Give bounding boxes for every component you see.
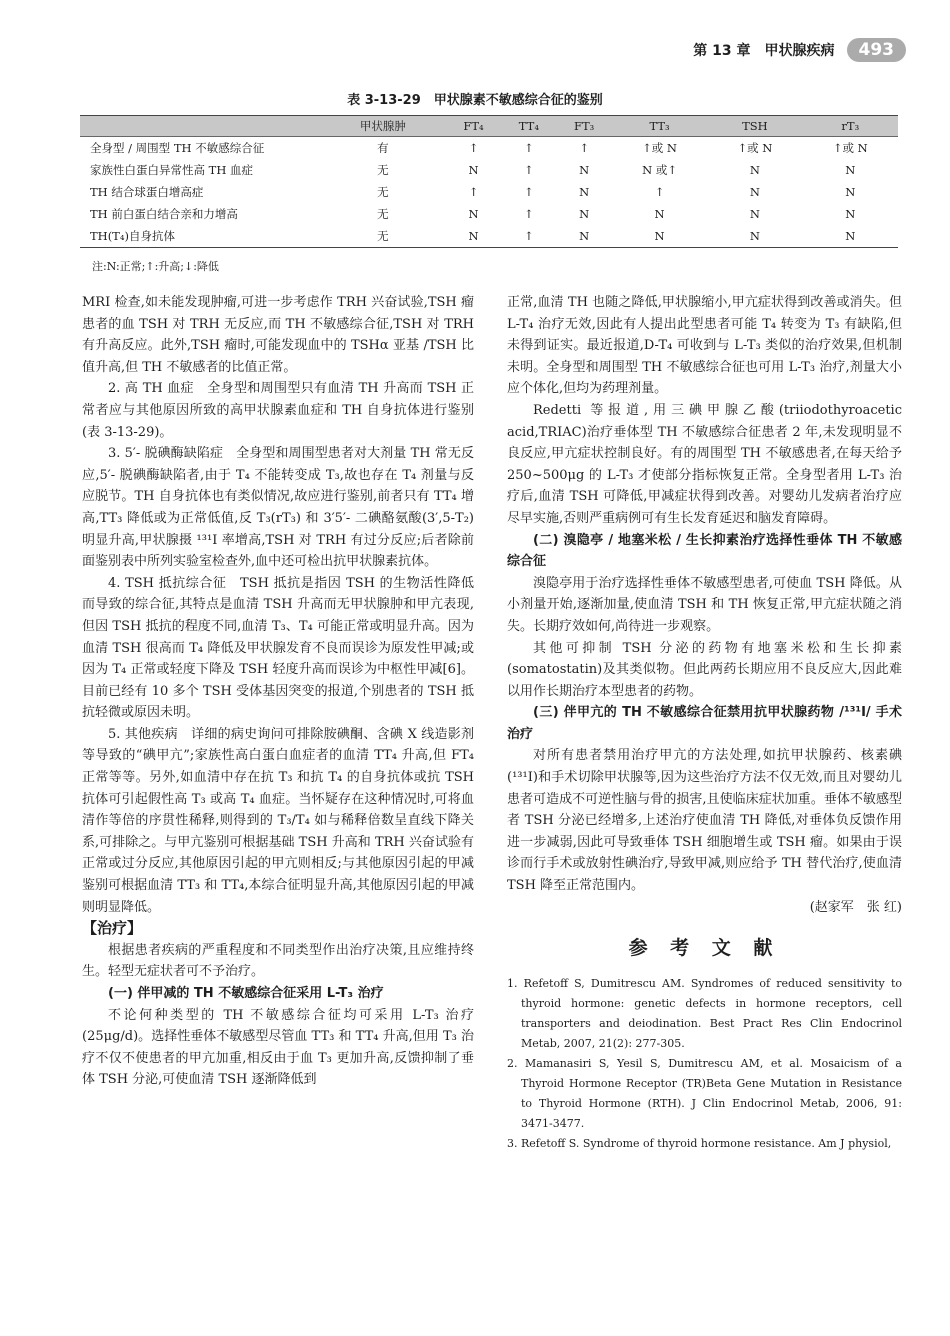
- paragraph: 根据患者疾病的严重程度和不同类型作出治疗决策,且应维持终生。轻型无症状者可不予治疗。: [82, 942, 474, 980]
- paragraph: 2. 高 TH 血症 全身型和周围型只有血清 TH 升高而 TSH 正常者应与其他原因所致的高甲状腺素血症和 TH 自身抗体进行鉴别(表 3-13-29)。: [82, 381, 474, 440]
- table-cell: N: [845, 163, 856, 177]
- paragraph: 溴隐亭用于治疗选择性垂体不敏感型患者,可使血 TSH 降低。从小剂量开始,逐渐加量,使血清 TSH 和 TH 恢复正常,甲亢症状随之消失。长期疗效如何,尚待进一步观察。: [507, 575, 902, 634]
- table-cell: N: [446, 225, 501, 248]
- paragraph: 其他可抑制 TSH 分泌的药物有地塞米松和生长抑素(somatostatin)及其类似物。但此两药长期应用不良反应大,因此难以用作长期治疗本型患者的药物。: [507, 640, 902, 699]
- table-cell: N: [468, 163, 479, 177]
- table-cell: N: [468, 207, 479, 221]
- paragraph: 对所有患者禁用治疗甲亢的方法处理,如抗甲状腺药、核素碘(¹³¹I)和手术切除甲状腺等,因为这些治疗方法不仅无效,而且对婴幼儿患者可造成不可逆性脑与骨的损害,且使临床症状加重。垂体不敏感型者 TSH 分泌已经增多,上述治疗使血清 TH 降低,对垂体负反馈作用进一步减弱,因此可导致垂体 TSH 细胞增生或 TSH 瘤。如果由于误诊而行手术或放射性碘治疗,导致甲减,则应给予 TH 替代治疗,使血清 TSH 降至正常范围内。: [507, 748, 902, 894]
- table-cell: N: [845, 185, 856, 199]
- chapter-title: 第 13 章 甲状腺疾病: [693, 43, 835, 59]
- table-cell: ↑: [524, 207, 534, 221]
- table-row: [80, 181, 898, 203]
- table-cell: ↑: [579, 141, 589, 155]
- table-header-cell: TT₃: [612, 116, 707, 137]
- references-title: 参 考 文 献: [628, 937, 781, 960]
- table-cell: ↑: [654, 185, 665, 199]
- running-header: [693, 38, 906, 62]
- left-column: [82, 292, 474, 1091]
- table-cell: N: [845, 207, 856, 221]
- table-header-cell: [80, 116, 320, 137]
- table-header-cell: FT₃: [556, 116, 611, 137]
- paragraph: 3. 5′- 脱碘酶缺陷症 全身型和周围型患者对大剂量 TH 常无反应,5′- 脱碘酶缺陷者,由于 T₄ 不能转变成 T₃,故也存在 T₄ 剂量与反应脱节。TH 自身抗体也有类似情况,故应进行鉴别,前者只有 TT₄ 增高,TT₃ 降低或为正常低值,反 T₃(rT₃) 和 3′5′- 二碘酪氨酸(3′,5-T₂)明显升高,甲状腺摄 ¹³¹I 率增高,TSH 对 TRH 有过分反应;后者除前面鉴别表中所列实验室检查外,血中还可检出抗甲状腺素抗体。: [82, 446, 474, 570]
- subsection-heading: (三) 伴甲亢的 TH 不敏感综合征禁用抗甲状腺药物 /¹³¹I/ 手术治疗: [507, 705, 902, 742]
- table-cell: 有: [377, 141, 389, 155]
- table-row: [80, 203, 898, 225]
- table-cell: N: [654, 207, 665, 221]
- subsection-heading: (一) 伴甲减的 TH 不敏感综合征采用 L-T₃ 治疗: [108, 986, 384, 1001]
- paragraph: 不论何种类型的 TH 不敏感综合征均可采用 L-T₃ 治疗(25μg/d)。选择性垂体不敏感型尽管血 TT₃ 和 TT₄ 升高,但用 T₃ 治疗不仅不使患者的甲亢加重,相反由于血 T₃ 更加升高,反馈抑制了垂体 TSH 分泌,可使血清 TSH 逐渐降低到: [82, 1007, 474, 1088]
- paragraph: MRI 检查,如未能发现肿瘤,可进一步考虑作 TRH 兴奋试验,TSH 瘤患者的血 TSH 对 TRH 无反应,而 TH 不敏感综合征,TSH 对 TRH 有升高反应。此外,TSH 瘤时,可能发现血中的 TSHα 亚基 /TSH 比值升高,但 TH 不敏感者的比值正常。: [82, 295, 474, 375]
- table-cell: N: [612, 225, 707, 248]
- table-header-row: [80, 116, 898, 137]
- table-cell: 家族性白蛋白异常性高 TH 血症: [90, 163, 254, 177]
- paragraph: Redetti 等报道,用三碘甲腺乙酸(triiodothyroacetic acid,TRIAC)治疗垂体型 TH 不敏感综合征患者 2 年,未发现明显不良反应,甲亢症状控制良好。有的周围型 TH 不敏感患者,在每天给予 250~500μg 的 L-T₃ 才使部分指标恢复正常。全身型者用 L-T₃ 治疗后,血清 TSH 可降低,甲减症状得到改善。对婴幼儿发病者治疗应尽早实施,否则严重病例可有生长发育延迟和脑发育障碍。: [507, 402, 902, 526]
- table-cell: 无: [320, 225, 446, 248]
- table-cell: ↑或 N: [737, 141, 773, 155]
- page-number: 493: [847, 38, 907, 62]
- table-cell: 无: [377, 185, 389, 199]
- table-header-cell: 甲状腺肿: [320, 116, 446, 137]
- table-cell: N: [579, 185, 590, 199]
- table-cell: TH(T₄)自身抗体: [80, 225, 320, 248]
- paragraph: 5. 其他疾病 详细的病史询问可排除胺碘酮、含碘 X 线造影剂等导致的“碘甲亢”;家族性高白蛋白血症者的血清 TT₄ 升高,但 FT₄ 正常等等。另外,如血清中存在抗 T₃ 和抗 T₄ 的自身抗体或抗 TSH 抗体可引起假性高 T₃ 或高 T₄ 血症。当怀疑存在这种情况时,可将血清作等倍的序贯性稀释,则得到的 T₃/T₄ 如与稀释倍数呈直线下降关系,可排除之。与甲亢鉴别可根据基础 TSH 升高和 TRH 兴奋试验有正常或过分反应,其他原因引起的甲亢则相反;与其他原因引起的甲减鉴别可根据血清 TT₃ 和 TT₄,本综合征明显升高,其他原因引起的甲减则明显降低。: [82, 726, 474, 915]
- table-cell: TH 前白蛋白结合亲和力增高: [90, 207, 238, 221]
- table-cell: ↑: [501, 225, 556, 248]
- table-cell: N: [579, 163, 590, 177]
- table-cell: ↑: [524, 185, 534, 199]
- section-heading: 【治疗】: [82, 919, 143, 938]
- table-header-cell: TSH: [707, 116, 802, 137]
- paragraph: 正常,血清 TH 也随之降低,甲状腺缩小,甲亢症状得到改善或消失。但 L-T₄ 治疗无效,因此有人提出此型患者可能 T₄ 转变为 T₃ 有缺陷,但未得到证实。最近报道,D-T₄ 可收到与 L-T₃ 类似的治疗效果,但机制未明。全身型和周围型 TH 不敏感综合征也可用 L-T₃ 治疗,剂量大小应个体化,但均为药理剂量。: [507, 295, 902, 397]
- table-cell: ↑或 N: [832, 141, 868, 155]
- table-cell: N: [749, 185, 760, 199]
- table-cell: ↑: [524, 163, 534, 177]
- table-row: [80, 137, 898, 160]
- table-cell: TH 结合球蛋白增高症: [90, 185, 204, 199]
- table-cell: 全身型 / 周围型 TH 不敏感综合征: [90, 141, 265, 155]
- table-header-cell: FT₄: [446, 116, 501, 137]
- paragraph: 4. TSH 抵抗综合征 TSH 抵抗是指因 TSH 的生物活性降低而导致的综合征,其特点是血清 TSH 升高而无甲状腺肿和甲亢表现,但因 TSH 抵抗的程度不同,血清 T₃、T₄ 可能正常或明显升高。因为血清 TSH 很高而 T₄ 降低及甲状腺发育不良而误诊为原发性甲减;或因为 T₄ 正常或轻度下降及 TSH 轻度升高而误诊为中枢性甲减[6]。目前已经有 10 多个 TSH 受体基因突变的报道,个别患者的 TSH 抵抗轻微或原因未明。: [82, 575, 474, 721]
- table-cell: 无: [377, 163, 389, 177]
- table-cell: 无: [377, 207, 389, 221]
- table-header-cell: rT₃: [803, 116, 898, 137]
- table-note: 注:N:正常;↑:升高;↓:降低: [92, 260, 219, 273]
- table-row: [80, 159, 898, 181]
- table-header-cell: TT₄: [501, 116, 556, 137]
- table-cell: ↑: [468, 141, 479, 155]
- table-cell: N: [803, 225, 898, 248]
- reference-item: 2. Mamanasiri S, Yesil S, Dumitrescu AM, et al. Mosaicism of a Thyroid Hormone Receptor (TR)Beta Gene Mutation in Resistance to Thyroid Hormone (RTH). J Clin Endocrinol Metab, 2006, 91: 3471-3477.: [507, 1056, 902, 1130]
- author-signature: (赵家军 张 红): [809, 899, 902, 915]
- table-cell: N: [749, 207, 760, 221]
- table-cell: N: [749, 163, 760, 177]
- table-cell: ↑: [468, 185, 479, 199]
- reference-item: 3. Refetoff S. Syndrome of thyroid hormone resistance. Am J physiol,: [507, 1136, 892, 1150]
- subsection-heading: (二) 溴隐亭 / 地塞米松 / 生长抑素治疗选择性垂体 TH 不敏感综合征: [507, 532, 902, 570]
- table-cell: N 或↑: [642, 163, 677, 177]
- right-column: [507, 292, 902, 1154]
- table-cell: ↑: [524, 141, 534, 155]
- table-row: [80, 225, 898, 248]
- table-caption: 表 3-13-29 甲状腺素不敏感综合征的鉴别: [347, 93, 603, 108]
- table-cell: N: [707, 225, 802, 248]
- table-cell: N: [579, 207, 590, 221]
- reference-item: 1. Refetoff S, Dumitrescu AM. Syndromes of reduced sensitivity to thyroid hormone: genetic defects in hormone receptors, cell transporters and deiodination. Best Pract Res Clin Endocrinol Metab, 2007, 21(2): 277-305.: [507, 976, 902, 1050]
- differential-table: [80, 115, 898, 248]
- table-cell: ↑或 N: [642, 141, 677, 155]
- table-cell: N: [556, 225, 611, 248]
